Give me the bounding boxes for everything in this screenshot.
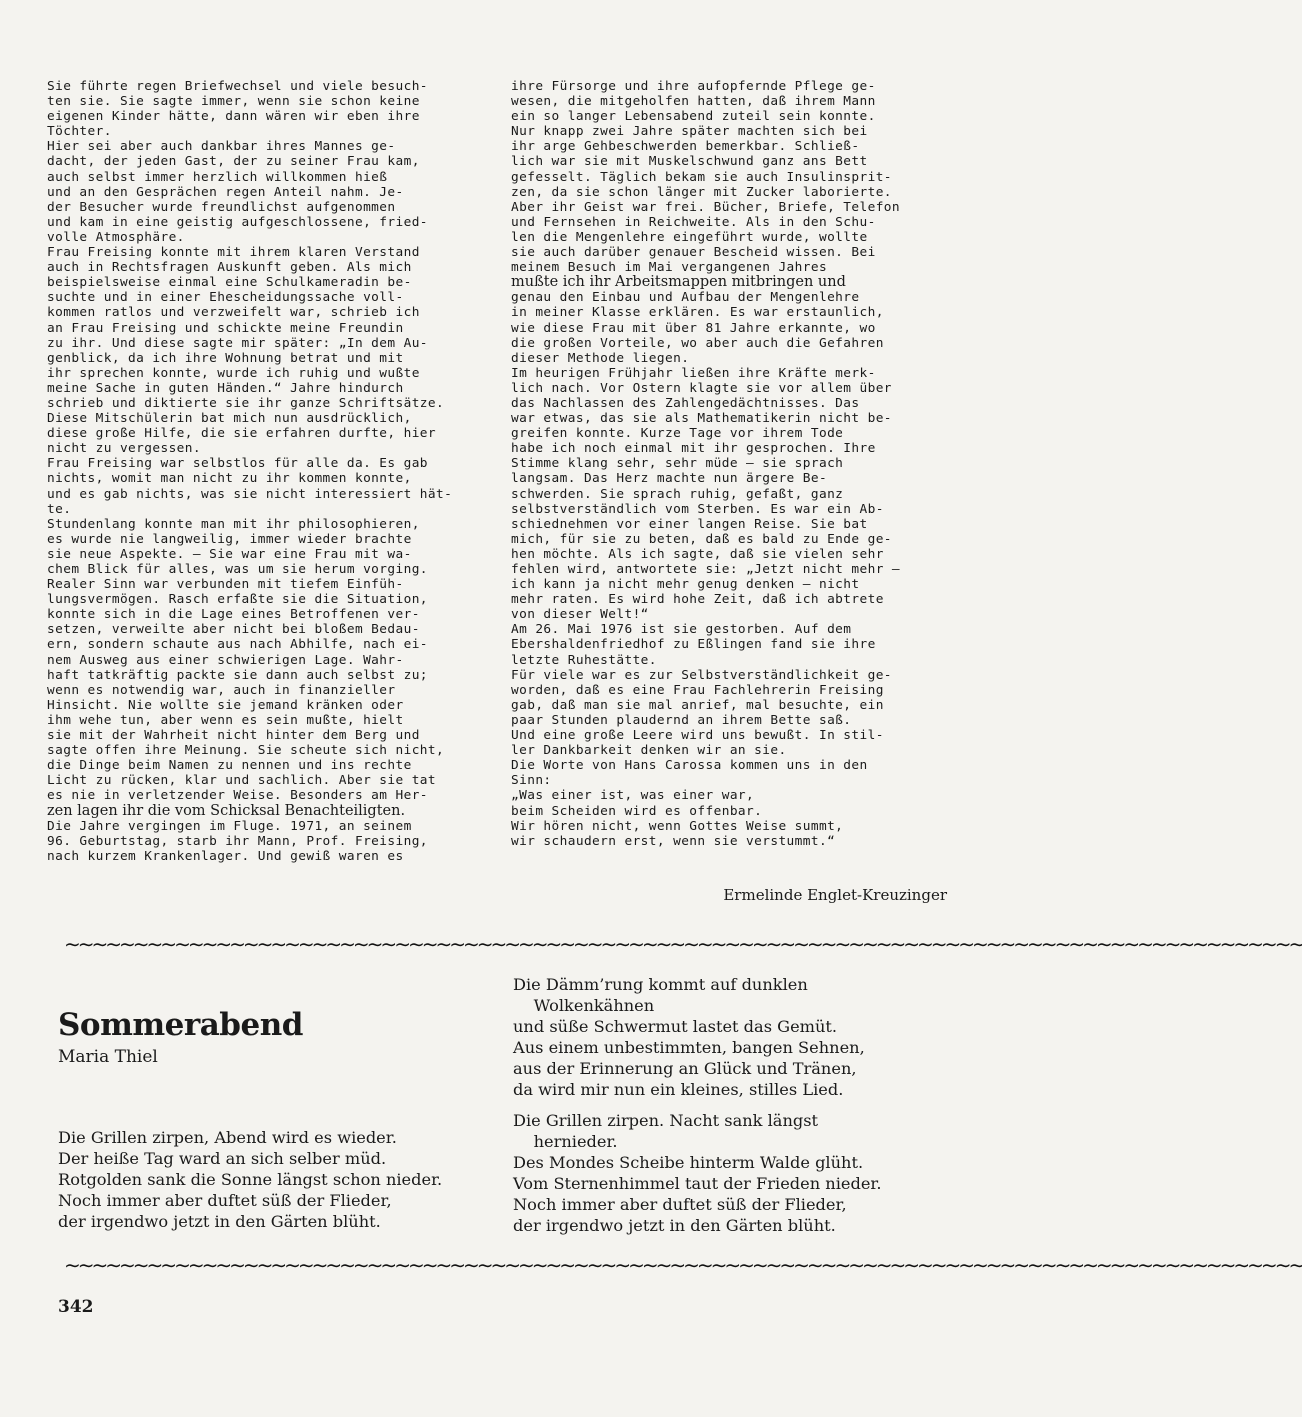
- article-line: Für viele war es zur Selbstverständlichkeit ge-: [511, 667, 892, 683]
- article-column-right: [511, 79, 951, 849]
- article-line: ihre Fürsorge und ihre aufopfernde Pflege ge-: [511, 79, 876, 94]
- article-line: die großen Vorteile, wo aber auch die Gefahren: [511, 335, 884, 351]
- article-line: Die Worte von Hans Carossa kommen uns in den: [511, 758, 868, 774]
- article-line: worden, daß es eine Frau Fachlehrerin Freising: [511, 682, 884, 698]
- article-line: „Was einer ist, was einer war,: [511, 788, 755, 804]
- article-line: 96. Geburtstag, starb ihr Mann, Prof. Freising,: [47, 833, 428, 849]
- article-line: ein so langer Lebensabend zuteil sein konnte.: [511, 109, 876, 125]
- article-line: konnte sich in die Lage eines Betroffenen ver-: [47, 607, 420, 623]
- article-line: kommen ratlos und verzweifelt war, schrieb ich: [47, 305, 420, 321]
- article-line: gab, daß man sie mal anrief, mal besuchte, ein: [511, 697, 884, 713]
- article-line: lich war sie mit Muskelschwund ganz ans Bett: [511, 154, 868, 170]
- article-line: fehlen wird, antwortete sie: „Jetzt nicht mehr —: [511, 562, 901, 577]
- article-line: haft tatkräftig packte sie dann auch selbst zu;: [47, 667, 428, 683]
- poem-line: Des Mondes Scheibe hinterm Walde glüht.: [513, 1153, 864, 1172]
- article-line: nicht zu vergessen.: [47, 441, 201, 457]
- article-line: ler Dankbarkeit denken wir an sie.: [511, 743, 787, 759]
- article-line: genblick, da ich ihre Wohnung betrat und mit: [47, 350, 404, 366]
- article-line: dacht, der jeden Gast, der zu seiner Frau kam,: [47, 154, 420, 170]
- poem-line: Rotgolden sank die Sonne längst schon nieder.: [58, 1170, 443, 1189]
- poem-line: Die Grillen zirpen. Nacht sank längst: [513, 1111, 819, 1130]
- article-author: Ermelinde Englet-Kreuzinger: [723, 886, 947, 904]
- article-line: wenn es notwendig war, auch in finanzieller: [47, 682, 396, 698]
- poem-stanzas-right: [513, 974, 943, 1236]
- article-line: sie neue Aspekte. — Sie war eine Frau mit wa-: [47, 546, 412, 562]
- article-line: nem Ausweg aus einer schwierigen Lage. Wahr-: [47, 652, 404, 668]
- article-line: letzte Ruhestätte.: [511, 652, 657, 668]
- article-line: diese große Hilfe, die sie erfahren durfte, hier: [47, 426, 437, 442]
- article-line: auch selbst immer herzlich willkommen hieß: [47, 169, 388, 185]
- article-line: mehr raten. Es wird hohe Zeit, daß ich abtrete: [511, 592, 884, 608]
- article-line: mußte ich ihr Arbeitsmappen mitbringen und: [511, 274, 846, 291]
- article-line: selbstverständlich vom Sterben. Es war ein Ab-: [511, 501, 884, 517]
- article-line: Hier sei aber auch dankbar ihres Mannes ge-: [47, 139, 396, 155]
- poem-stanza-right-2: [513, 1110, 943, 1236]
- page-number: 342: [58, 1297, 94, 1317]
- article-line: nach kurzem Krankenlager. Und gewiß waren es: [47, 848, 404, 864]
- article-line: suchte und in einer Ehescheidungssache voll-: [47, 290, 404, 306]
- article-line: ern, sondern schaute aus nach Abhilfe, nach ei-: [47, 637, 428, 653]
- article-line: und kam in eine geistig aufgeschlossene, fried-: [47, 214, 428, 230]
- poem-line: Wolkenkähnen: [513, 996, 655, 1015]
- article-line: langsam. Das Herz machte nun ärgere Be-: [511, 471, 828, 487]
- article-line: greifen konnte. Kurze Tage vor ihrem Tode: [511, 426, 844, 442]
- poem-line: der irgendwo jetzt in den Gärten blüht.: [513, 1216, 836, 1235]
- article-line: wesen, die mitgeholfen hatten, daß ihrem Mann: [511, 94, 876, 110]
- article-line: Nur knapp zwei Jahre später machten sich bei: [511, 124, 868, 140]
- article-line: hen möchte. Als ich sagte, daß sie vielen sehr: [511, 546, 884, 562]
- article-line: war etwas, das sie als Mathematikerin nicht be-: [511, 411, 892, 427]
- article-line: Hinsicht. Nie wollte sie jemand kränken oder: [47, 697, 404, 713]
- article-line: schwerden. Sie sprach ruhig, gefaßt, ganz: [511, 486, 844, 502]
- article-line: meinem Besuch im Mai vergangenen Jahres: [511, 260, 828, 276]
- article-line: mich, für sie zu beten, daß es bald zu Ende ge-: [511, 531, 892, 547]
- poem-line: Die Grillen zirpen, Abend wird es wieder.: [58, 1128, 397, 1147]
- article-line: Stimme klang sehr, sehr müde — sie sprach: [511, 456, 844, 472]
- poem-stanza-left: [58, 1127, 498, 1232]
- poem-line: Vom Sternenhimmel taut der Frieden nieder.: [513, 1174, 882, 1193]
- article-line: lich nach. Vor Ostern klagte sie vor allem über: [511, 380, 892, 396]
- article-line: Im heurigen Frühjahr ließen ihre Kräfte merk-: [511, 365, 876, 381]
- article-line: wie diese Frau mit über 81 Jahre erkannte, wo: [511, 320, 876, 336]
- article-line: zen, da sie schon länger mit Zucker laborierte.: [511, 184, 892, 200]
- article-line: Realer Sinn war verbunden mit tiefem Einfüh-: [47, 577, 404, 593]
- article-line: dieser Methode liegen.: [511, 350, 690, 366]
- article-line: auch in Rechtsfragen Auskunft geben. Als mich: [47, 260, 412, 276]
- article-line: schrieb und diktierte sie ihr ganze Schriftsätze.: [47, 395, 445, 411]
- wave-divider-top: ∼∼∼∼∼∼∼∼∼∼∼∼∼∼∼∼∼∼∼∼∼∼∼∼∼∼∼∼∼∼∼∼∼∼∼∼∼∼∼∼∼∼∼∼∼∼∼∼∼∼∼∼∼∼∼∼∼∼∼∼∼∼∼∼∼∼∼∼∼∼∼∼∼∼∼∼∼∼∼∼∼∼∼∼∼∼∼∼∼∼: [64, 932, 1302, 956]
- article-line: eigenen Kinder hätte, dann wären wir eben ihre: [47, 109, 420, 125]
- article-line: Frau Freising konnte mit ihrem klaren Verstand: [47, 245, 420, 261]
- poem-line: hernieder.: [513, 1132, 618, 1151]
- article-line: Aber ihr Geist war frei. Bücher, Briefe, Telefon: [511, 199, 901, 215]
- article-line: von dieser Welt!“: [511, 607, 649, 623]
- poem-line: Aus einem unbestimmten, bangen Sehnen,: [513, 1038, 865, 1057]
- article-line: sie mit der Wahrheit nicht hinter dem Berg und: [47, 728, 420, 744]
- poem-line: aus der Erinnerung an Glück und Tränen,: [513, 1059, 857, 1078]
- article-line: ihm wehe tun, aber wenn es sein mußte, hielt: [47, 712, 404, 728]
- article-line: Sie führte regen Briefwechsel und viele besuch-: [47, 79, 428, 94]
- article-line: Töchter.: [47, 124, 112, 140]
- poem-line: Noch immer aber duftet süß der Flieder,: [58, 1191, 392, 1210]
- article-line: meine Sache in guten Händen.“ Jahre hindurch: [47, 380, 404, 396]
- article-line: Diese Mitschülerin bat mich nun ausdrücklich,: [47, 411, 412, 427]
- poem-line: Der heiße Tag ward an sich selber müd.: [58, 1149, 387, 1168]
- article-line: nichts, womit man nicht zu ihr kommen konnte,: [47, 471, 412, 487]
- article-line: paar Stunden plaudernd an ihrem Bette saß.: [511, 712, 852, 728]
- article-line: Stundenlang konnte man mit ihr philosophieren,: [47, 516, 420, 532]
- article-line: ich kann ja nicht mehr genug denken — nicht: [511, 577, 860, 593]
- article-line: lungsvermögen. Rasch erfaßte sie die Situation,: [47, 592, 428, 608]
- article-line: habe ich noch einmal mit ihr gesprochen. Ihre: [511, 441, 876, 457]
- article-line: und es gab nichts, was sie nicht interessiert hät-: [47, 486, 453, 502]
- article-line: Licht zu rücken, klar und sachlich. Aber sie tat: [47, 773, 437, 789]
- article-line: sie auch darüber genauer Bescheid wissen. Bei: [511, 245, 876, 261]
- article-line: es wurde nie langweilig, immer wieder brachte: [47, 531, 412, 547]
- article-line: an Frau Freising und schickte meine Freundin: [47, 320, 404, 336]
- article-line: die Dinge beim Namen zu nennen und ins rechte: [47, 758, 412, 774]
- article-line: ihr arge Gehbeschwerden bemerkbar. Schließ-: [511, 139, 860, 155]
- poem-author: Maria Thiel: [58, 1047, 158, 1067]
- article-line: volle Atmosphäre.: [47, 229, 185, 245]
- article-line: wir schaudern erst, wenn sie verstummt.“: [511, 833, 836, 849]
- article-column-left: [47, 79, 487, 864]
- article-line: und Fernsehen in Reichweite. Als in den Schu-: [511, 214, 876, 230]
- poem-line: und süße Schwermut lastet das Gemüt.: [513, 1017, 838, 1036]
- article-line: Frau Freising war selbstlos für alle da. Es gab: [47, 456, 428, 472]
- poem-title: Sommerabend: [58, 1007, 303, 1043]
- article-line: Sinn:: [511, 773, 552, 789]
- article-line: sagte offen ihre Meinung. Sie scheute sich nicht,: [47, 743, 445, 759]
- poem-line: Noch immer aber duftet süß der Flieder,: [513, 1195, 847, 1214]
- article-line: der Besucher wurde freundlichst aufgenommen: [47, 199, 396, 215]
- article-line: ihr sprechen konnte, wurde ich ruhig und wußte: [47, 365, 420, 381]
- poem-line: Die Dämm’rung kommt auf dunklen: [513, 975, 808, 994]
- article-line: gefesselt. Täglich bekam sie auch Insulinsprit-: [511, 169, 892, 185]
- article-line: Ebershaldenfriedhof zu Eßlingen fand sie ihre: [511, 637, 876, 653]
- article-line: len die Mengenlehre eingeführt wurde, wollte: [511, 229, 868, 245]
- article-line: und an den Gesprächen regen Anteil nahm. Je-: [47, 184, 404, 200]
- article-line: schiednehmen vor einer langen Reise. Sie bat: [511, 516, 868, 532]
- article-line: Am 26. Mai 1976 ist sie gestorben. Auf dem: [511, 622, 852, 638]
- article-line: Und eine große Leere wird uns bewußt. In stil-: [511, 728, 884, 744]
- article-line: beispielsweise einmal eine Schulkameradin be-: [47, 275, 412, 291]
- article-line: genau den Einbau und Aufbau der Mengenlehre: [511, 290, 860, 306]
- wave-divider-bottom: ∼∼∼∼∼∼∼∼∼∼∼∼∼∼∼∼∼∼∼∼∼∼∼∼∼∼∼∼∼∼∼∼∼∼∼∼∼∼∼∼∼∼∼∼∼∼∼∼∼∼∼∼∼∼∼∼∼∼∼∼∼∼∼∼∼∼∼∼∼∼∼∼∼∼∼∼∼∼∼∼∼∼∼∼∼∼∼∼∼∼: [64, 1253, 1302, 1277]
- article-line: ten sie. Sie sagte immer, wenn sie schon keine: [47, 94, 420, 110]
- article-line: setzen, verweilte aber nicht bei bloßem Bedau-: [47, 622, 420, 638]
- article-line: zen lagen ihr die vom Schicksal Benachteiligten.: [47, 802, 406, 819]
- article-line: Die Jahre vergingen im Fluge. 1971, an seinem: [47, 818, 412, 834]
- article-line: Wir hören nicht, wenn Gottes Weise summt,: [511, 818, 844, 834]
- article-line: das Nachlassen des Zahlengedächtnisses. Das: [511, 395, 860, 411]
- poem-line: der irgendwo jetzt in den Gärten blüht.: [58, 1212, 381, 1231]
- article-line: in meiner Klasse erklären. Es war erstaunlich,: [511, 305, 884, 321]
- article-line: chem Blick für alles, was um sie herum vorging.: [47, 562, 428, 577]
- poem-stanza-right-1: [513, 974, 943, 1100]
- article-line: te.: [47, 501, 72, 517]
- article-line: es nie in verletzender Weise. Besonders am Her-: [47, 788, 428, 804]
- article-line: zu ihr. Und diese sagte mir später: „In dem Au-: [47, 335, 428, 351]
- article-line: beim Scheiden wird es offenbar.: [511, 803, 763, 819]
- poem-line: da wird mir nun ein kleines, stilles Lied.: [513, 1080, 844, 1099]
